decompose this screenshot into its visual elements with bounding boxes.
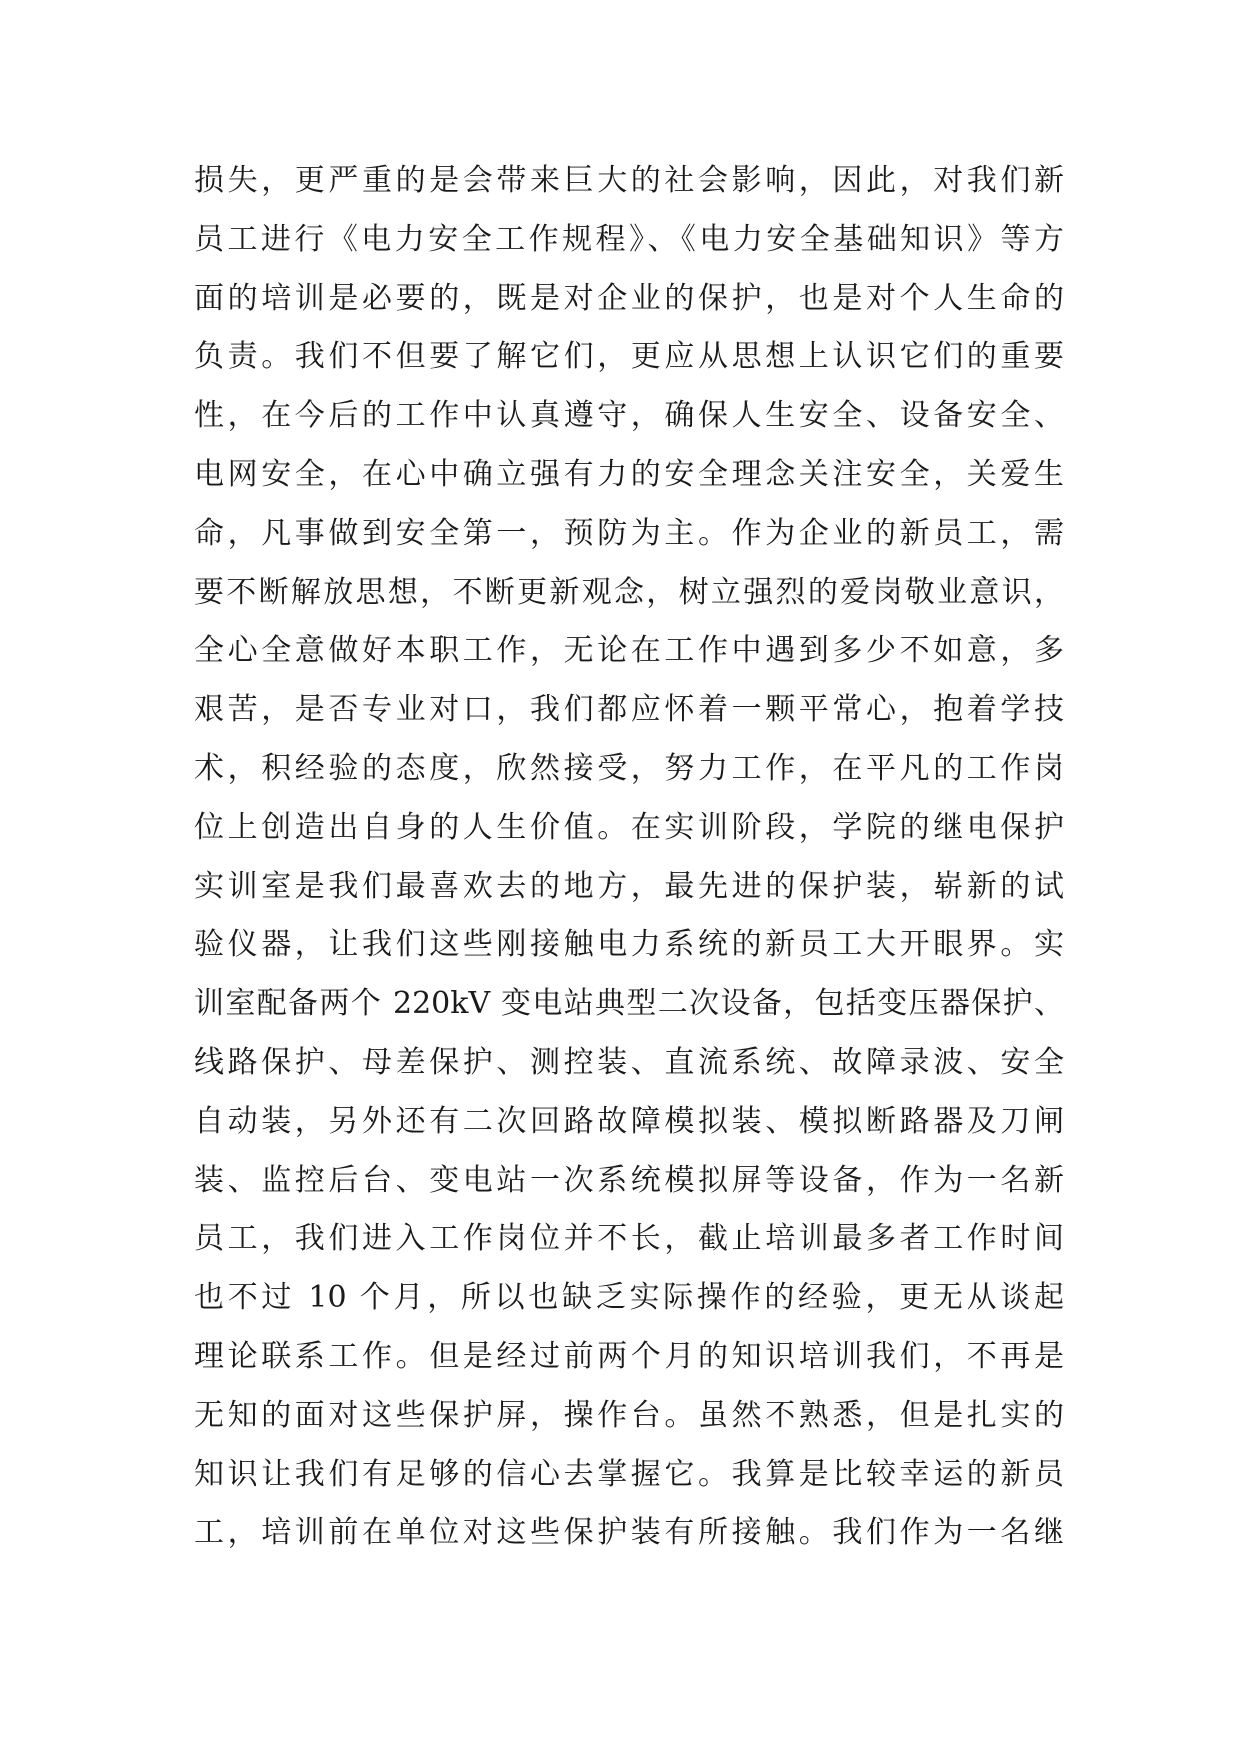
- text-line: 位上创造出自身的人生价值。在实训阶段，学院的继电保护: [194, 809, 1064, 845]
- text-line: 工，培训前在单位对这些保护装有所接触。我们作为一名继: [194, 1515, 1064, 1551]
- text-line: 命，凡事做到安全第一，预防为主。作为企业的新员工，需: [194, 515, 1064, 551]
- text-line: 负责。我们不但要了解它们，更应从思想上认识它们的重要: [194, 339, 1064, 375]
- text-line: 损失，更严重的是会带来巨大的社会影响，因此，对我们新: [194, 163, 1064, 198]
- text-line: 验仪器，让我们这些刚接触电力系统的新员工大开眼界。实: [194, 927, 1064, 963]
- text-line: 性，在今后的工作中认真遵守，确保人生安全、设备安全、: [194, 398, 1064, 434]
- text-line: 员工进行《电力安全工作规程》、《电力安全基础知识》等方: [194, 221, 1064, 257]
- text-line: 自动装，另外还有二次回路故障模拟装、模拟断路器及刀闸: [194, 1103, 1064, 1139]
- text-line: 也不过 10 个月，所以也缺乏实际操作的经验，更无从谈起: [194, 1280, 1064, 1316]
- text-line: 无知的面对这些保护屏，操作台。虽然不熟悉，但是扎实的: [194, 1397, 1064, 1433]
- text-line: 训室配备两个 220kV 变电站典型二次设备，包括变压器保护、: [194, 986, 1064, 1022]
- text-line: 艰苦，是否专业对口，我们都应怀着一颗平常心，抱着学技: [194, 692, 1064, 728]
- text-line: 知识让我们有足够的信心去掌握它。我算是比较幸运的新员: [194, 1456, 1064, 1492]
- text-line: 装、监控后台、变电站一次系统模拟屏等设备，作为一名新: [194, 1162, 1064, 1198]
- text-line: 要不断解放思想，不断更新观念，树立强烈的爱岗敬业意识，: [194, 574, 1064, 610]
- text-line: 电网安全，在心中确立强有力的安全理念关注安全，关爱生: [194, 456, 1064, 492]
- text-line: 面的培训是必要的，既是对企业的保护，也是对个人生命的: [194, 280, 1064, 316]
- text-line: 理论联系工作。但是经过前两个月的知识培训我们，不再是: [194, 1338, 1064, 1374]
- text-line: 术，积经验的态度，欣然接受，努力工作，在平凡的工作岗: [194, 750, 1064, 786]
- text-line: 全心全意做好本职工作，无论在工作中遇到多少不如意，多: [194, 633, 1064, 669]
- body-paragraph: [194, 152, 1064, 1563]
- text-line: 实训室是我们最喜欢去的地方，最先进的保护装，崭新的试: [194, 868, 1064, 904]
- text-line: 员工，我们进入工作岗位并不长，截止培训最多者工作时间: [194, 1221, 1064, 1257]
- text-line: 线路保护、母差保护、测控装、直流系统、故障录波、安全: [194, 1044, 1064, 1080]
